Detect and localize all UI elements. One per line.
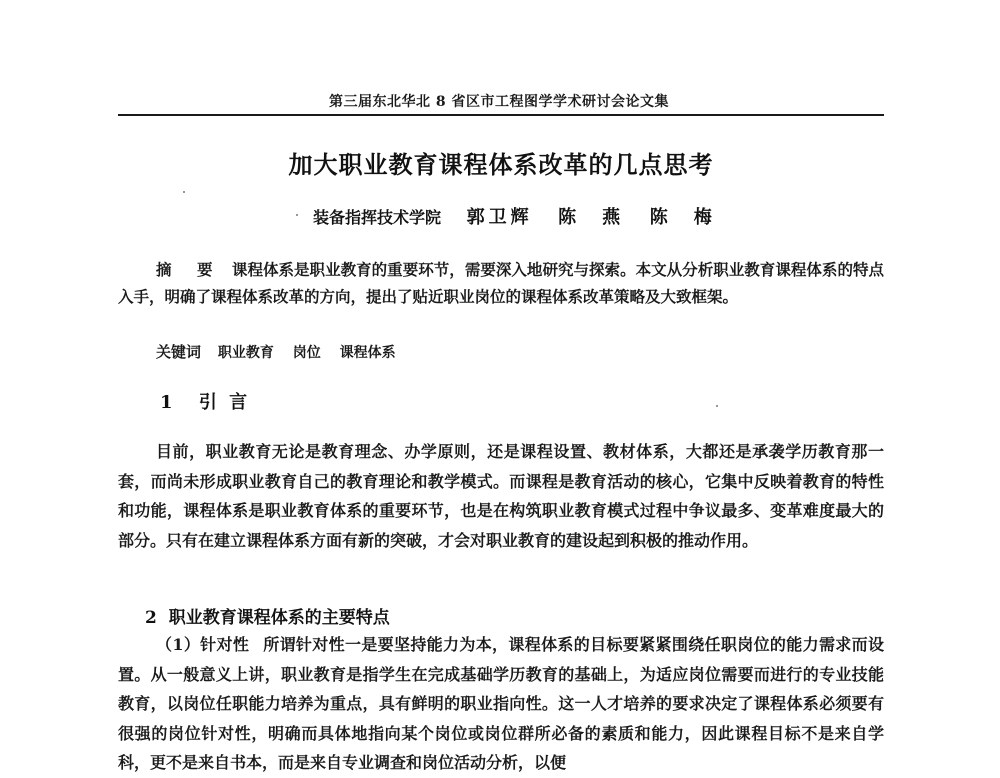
keywords [156,341,410,362]
scan-speck [716,405,718,407]
keyword: 岗位 [292,345,321,361]
section-heading-introduction [160,388,250,414]
abstract-label: 摘 要 [156,260,223,279]
author-name: 郭卫辉 [466,207,533,228]
author-name: 陈 燕 [558,207,625,228]
abstract [118,256,884,310]
body-paragraph: 目前，职业教育无论是教育理念、办学原则，还是课程设置、教材体系，大都还是承袭学历教育那一套，而尚未形成职业教育自己的教育理论和教学模式。而课程是教育活动的核心，它集中反映着教育的特性和功能，课程体系是职业教育体系的重要环节，也是在构筑职业教育模式过程中争议最多、变革难度最大的部分。只有在建立课程体系方面有新的突破，才会对职业教育的建设起到积极的推动作用。 [118,442,884,550]
keyword: 课程体系 [339,345,396,361]
author-name: 陈 梅 [649,207,716,228]
running-header: 第三届东北华北 8 省区市工程图学学术研讨会论文集 [329,94,669,110]
item-label: （1）针对性 [156,635,250,654]
item-text: 所谓针对性一是要坚持能力为本，课程体系的目标要紧紧围绕任职岗位的能力需求而设置。从一般意义上讲，职业教育是指学生在完成基础学历教育的基础上，为适应岗位需要而进行的专业技能教育，以岗位任职能力培养为重点，具有鲜明的职业指向性。这一人才培养的要求决定了课程体系必须要有很强的岗位针对性，明确而具体地指向某个岗位或岗位群所必备的素质和能力，因此课程目标不是来自学科，更不是来自书本，而是来自专业调查和岗位活动分析，以便 [118,635,884,772]
paper-title: 加大职业教育课程体系改革的几点思考 [288,151,714,179]
keyword: 职业教育 [217,345,274,361]
byline [313,203,736,229]
section-title: 职业教育课程体系的主要特点 [168,608,390,628]
section-number: 2 [145,608,157,628]
author-affiliation: 装备指挥技术学院 [313,208,442,227]
scan-speck [296,214,298,216]
header-rule [118,114,884,116]
abstract-text: 课程体系是职业教育的重要环节，需要深入地研究与探索。本文从分析职业教育课程体系的特点入手，明确了课程体系改革的方向，提出了贴近职业岗位的课程体系改革策略及大致框架。 [118,260,884,306]
keywords-label: 关键词 [156,343,202,361]
scan-speck [183,191,185,193]
body-paragraph [118,630,884,778]
section-heading-features [145,603,390,628]
section-number: 1 [160,392,176,413]
section-title: 引 言 [198,392,251,413]
